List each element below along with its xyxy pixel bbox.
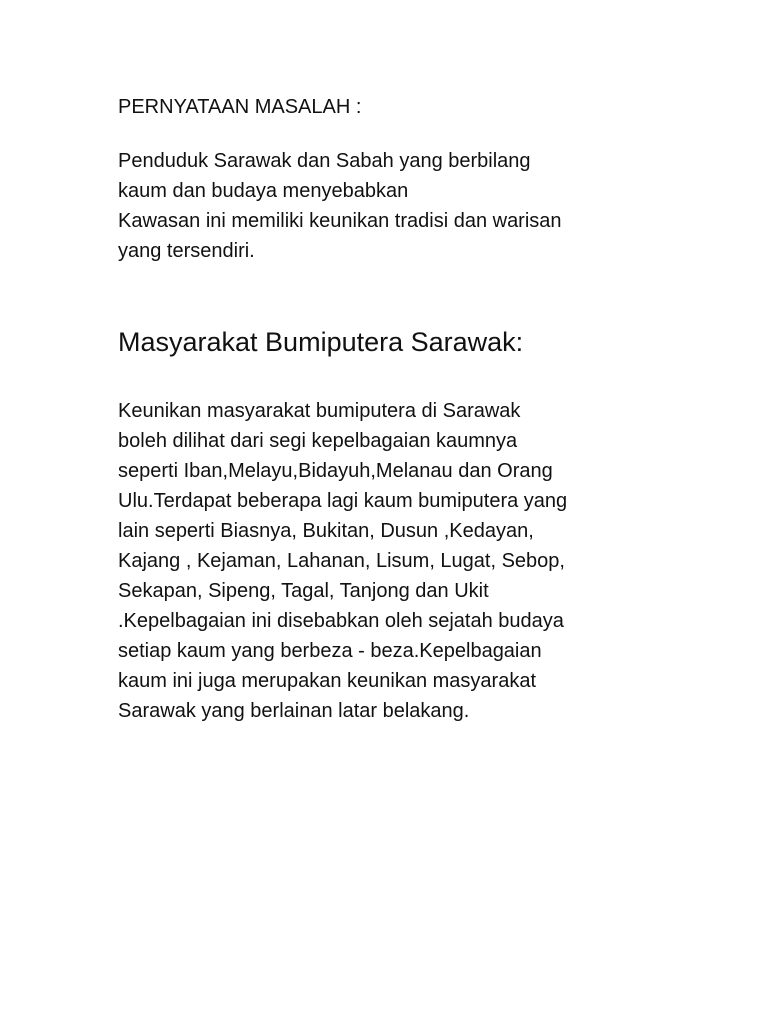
problem-statement-heading: PERNYATAAN MASALAH : <box>118 96 362 118</box>
paragraph-line: kaum dan budaya menyebabkan <box>118 180 409 202</box>
paragraph-line: Sekapan, Sipeng, Tagal, Tanjong dan Ukit <box>118 580 489 602</box>
problem-statement-paragraph <box>118 146 562 266</box>
paragraph-line: Kajang , Kejaman, Lahanan, Lisum, Lugat, Sebop, <box>118 550 565 572</box>
paragraph-line: Kawasan ini memiliki keunikan tradisi dan warisan <box>118 210 562 232</box>
paragraph-line: Sarawak yang berlainan latar belakang. <box>118 700 470 722</box>
paragraph-line: seperti Iban,Melayu,Bidayuh,Melanau dan Orang <box>118 460 553 482</box>
paragraph-line: kaum ini juga merupakan keunikan masyarakat <box>118 670 536 692</box>
paragraph-line: Penduduk Sarawak dan Sabah yang berbilang <box>118 150 531 172</box>
paragraph-line: Keunikan masyarakat bumiputera di Sarawak <box>118 400 521 422</box>
paragraph-line: yang tersendiri. <box>118 240 255 262</box>
paragraph-line: lain seperti Biasnya, Bukitan, Dusun ,Kedayan, <box>118 520 534 542</box>
paragraph-line: Ulu.Terdapat beberapa lagi kaum bumiputera yang <box>118 490 568 512</box>
paragraph-line: setiap kaum yang berbeza - beza.Kepelbagaian <box>118 640 542 662</box>
paragraph-line: boleh dilihat dari segi kepelbagaian kaumnya <box>118 430 518 452</box>
section-heading: Masyarakat Bumiputera Sarawak: <box>118 327 524 357</box>
paragraph-line: .Kepelbagaian ini disebabkan oleh sejatah budaya <box>118 610 564 632</box>
section-paragraph <box>118 396 567 726</box>
